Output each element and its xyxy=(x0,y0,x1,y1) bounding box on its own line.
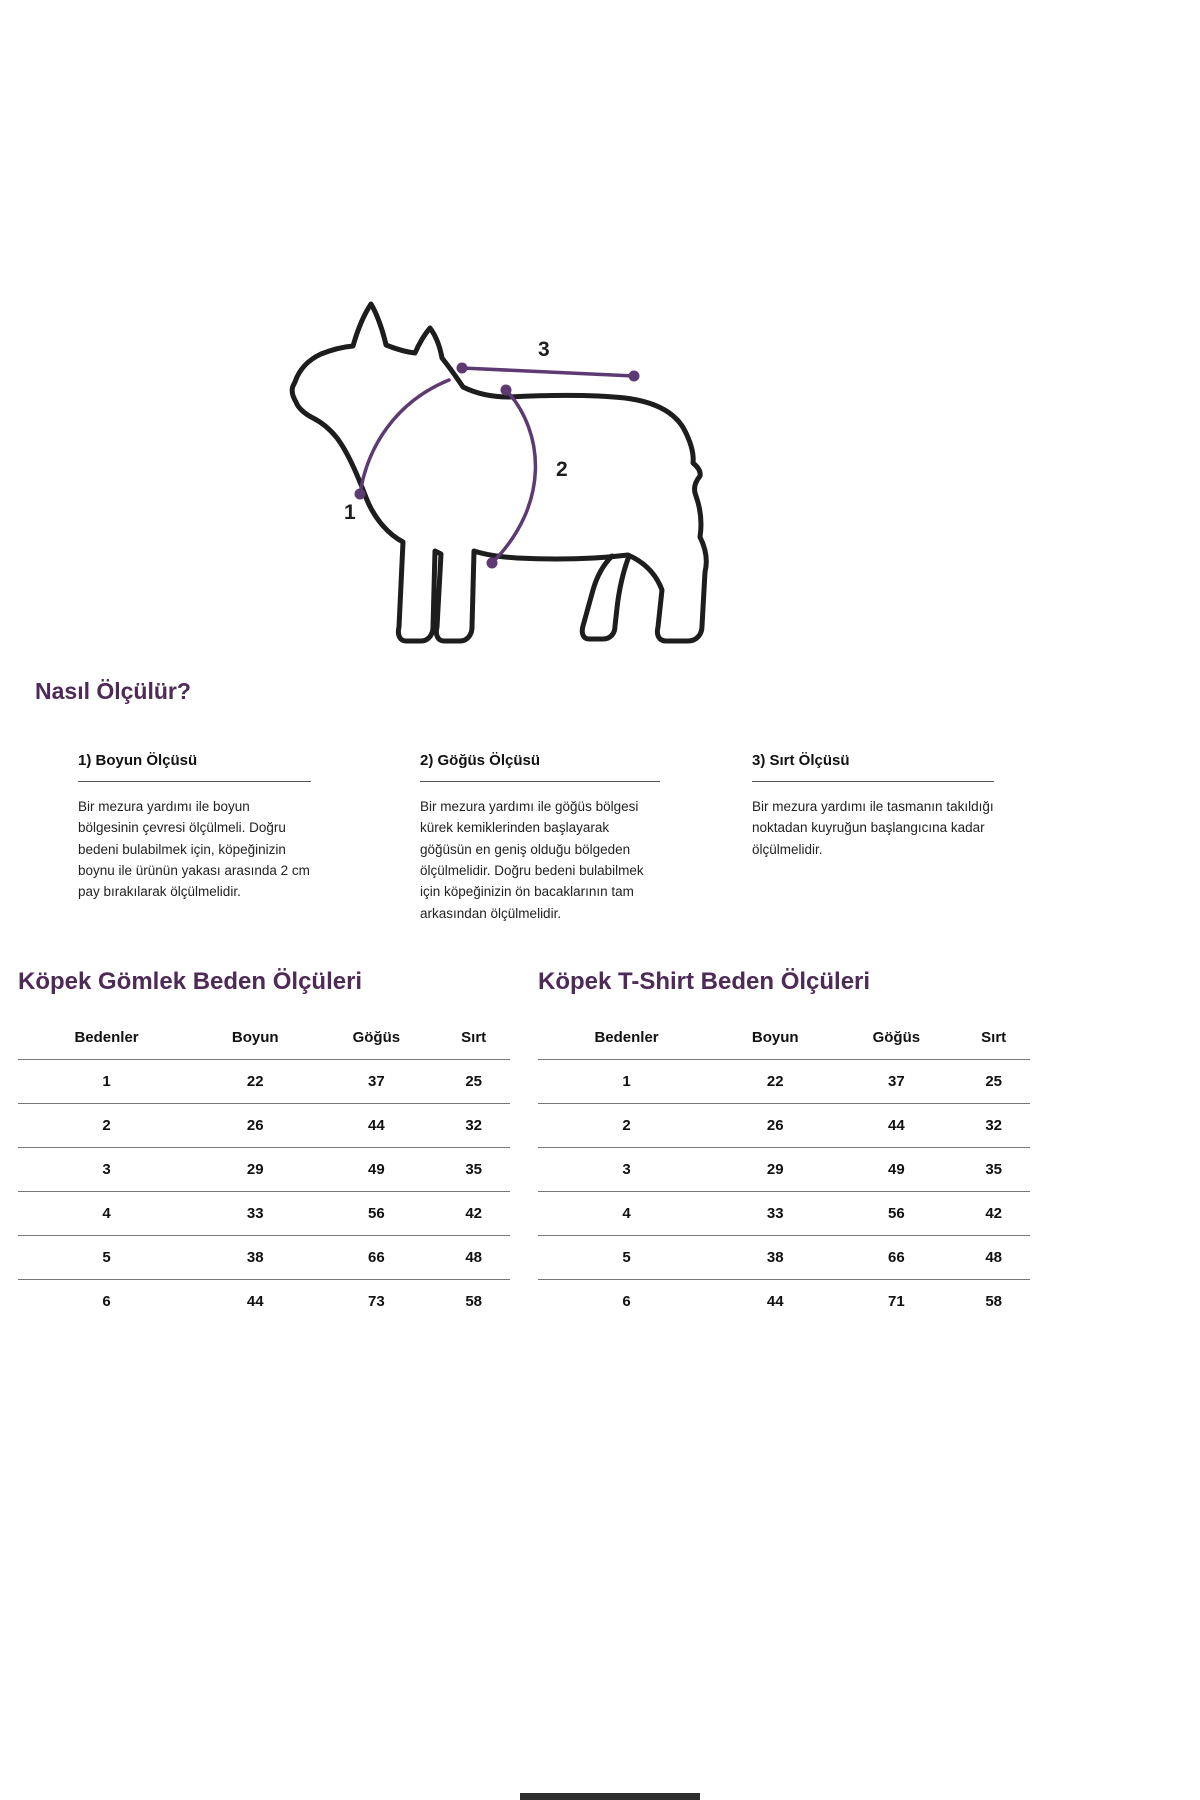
table-cell: 44 xyxy=(246,1293,264,1310)
table-cell: 42 xyxy=(957,1192,1030,1236)
table-row xyxy=(538,1104,1030,1148)
table-cell: 32 xyxy=(957,1104,1030,1148)
table-cell: 56 xyxy=(835,1192,957,1236)
neck-measure-dot xyxy=(355,489,366,500)
table-cell: 73 xyxy=(368,1293,385,1310)
table-cell: 2 xyxy=(538,1104,715,1148)
howto-section-neck-body: Bir mezura yardımı ile boyun bölgesinin çevresi ölçülmeli. Doğru bedeni bulabilmek için, köpeğinizin boynu ile ürünün yakası arasında 2 cm pay bırakılarak ölçülmelidir. xyxy=(78,799,310,900)
table-cell: 44 xyxy=(835,1104,957,1148)
table-cell: 44 xyxy=(315,1104,437,1148)
chest-measure-curve xyxy=(492,390,535,563)
howto-section-back-body: Bir mezura yardımı ile tasmanın takıldığı noktadan kuyruğun başlangıcına kadar ölçülmelidir. xyxy=(752,799,994,857)
table-row xyxy=(18,1148,510,1192)
header-boyun: Boyun xyxy=(195,1016,315,1060)
table-cell: 33 xyxy=(715,1192,835,1236)
marker-label-3: 3 xyxy=(538,338,550,361)
header-sirt: Sırt xyxy=(437,1016,510,1060)
table-row xyxy=(538,1192,1030,1236)
table-row xyxy=(538,1060,1030,1104)
tshirt-size-table xyxy=(538,1016,1030,1323)
table-cell: 37 xyxy=(315,1060,437,1104)
table-cell: 58 xyxy=(985,1293,1003,1310)
table-cell: 44 xyxy=(766,1293,784,1310)
table-header-row xyxy=(18,1016,510,1060)
header-gogus: Göğüs xyxy=(315,1016,437,1060)
table-cell: 26 xyxy=(195,1104,315,1148)
shirt-table-title: Köpek Gömlek Beden Ölçüleri xyxy=(18,968,363,995)
howto-section-neck xyxy=(78,752,311,903)
howto-section-back xyxy=(752,752,994,860)
table-cell: 22 xyxy=(195,1060,315,1104)
table-cell: 1 xyxy=(538,1060,715,1104)
howto-section-back-title: 3) Sırt Ölçüsü xyxy=(752,752,994,782)
table-cell: 1 xyxy=(18,1060,195,1104)
dog-outline xyxy=(292,304,706,641)
howto-section-neck-title: 1) Boyun Ölçüsü xyxy=(78,752,311,782)
tshirt-table-title: Köpek T-Shirt Beden Ölçüleri xyxy=(538,968,871,995)
table-cell: 49 xyxy=(835,1148,957,1192)
shirt-size-table-container xyxy=(18,1016,510,1323)
table-row xyxy=(18,1192,510,1236)
howto-section-chest-title: 2) Göğüs Ölçüsü xyxy=(420,752,660,782)
table-cell: 25 xyxy=(437,1060,510,1104)
how-to-measure-title: Nasıl Ölçülür? xyxy=(35,678,191,704)
chest-measure-dot-bottom xyxy=(487,558,498,569)
dog-measurement-diagram xyxy=(265,290,735,660)
cropped-next-section xyxy=(520,1793,700,1800)
header-sirt: Sırt xyxy=(957,1016,1030,1060)
table-row xyxy=(18,1060,510,1104)
back-measure-dot-left xyxy=(457,363,468,374)
table-cell: 38 xyxy=(715,1236,835,1280)
table-cell: 4 xyxy=(538,1192,715,1236)
table-cell: 48 xyxy=(437,1236,510,1280)
table-cell: 29 xyxy=(195,1148,315,1192)
table-cell: 35 xyxy=(957,1148,1030,1192)
table-cell: 5 xyxy=(18,1236,195,1280)
table-header-row xyxy=(538,1016,1030,1060)
back-measure-line xyxy=(462,368,634,376)
table-cell: 5 xyxy=(538,1236,715,1280)
table-row xyxy=(18,1280,510,1324)
table-cell: 58 xyxy=(465,1293,483,1310)
table-cell: 66 xyxy=(315,1236,437,1280)
table-row xyxy=(538,1280,1030,1324)
tshirt-size-table-container xyxy=(538,1016,1030,1323)
table-cell: 38 xyxy=(195,1236,315,1280)
dog-diagram-svg xyxy=(265,290,735,660)
howto-section-chest xyxy=(420,752,660,924)
table-cell: 3 xyxy=(538,1148,715,1192)
header-bedenler: Bedenler xyxy=(18,1016,195,1060)
table-cell: 32 xyxy=(437,1104,510,1148)
table-cell: 22 xyxy=(715,1060,835,1104)
table-row xyxy=(538,1148,1030,1192)
back-measure-dot-right xyxy=(629,371,640,382)
table-cell: 29 xyxy=(715,1148,835,1192)
table-cell: 49 xyxy=(315,1148,437,1192)
table-cell: 2 xyxy=(18,1104,195,1148)
header-bedenler: Bedenler xyxy=(538,1016,715,1060)
table-cell: 71 xyxy=(888,1293,905,1310)
chest-measure-dot-top xyxy=(501,385,512,396)
table-cell: 37 xyxy=(835,1060,957,1104)
table-cell: 6 xyxy=(102,1293,111,1310)
table-cell: 3 xyxy=(18,1148,195,1192)
table-row xyxy=(18,1236,510,1280)
dog-far-hind-leg xyxy=(582,556,629,639)
marker-label-1: 1 xyxy=(344,501,356,524)
table-cell: 6 xyxy=(622,1293,631,1310)
neck-measure-curve xyxy=(360,380,449,494)
header-gogus: Göğüs xyxy=(835,1016,957,1060)
table-cell: 48 xyxy=(957,1236,1030,1280)
howto-section-chest-body: Bir mezura yardımı ile göğüs bölgesi kürek kemiklerinden başlayarak göğüsün en geniş olduğu bölgeden ölçülmelidir. Doğru bedeni bulabilmek için köpeğinizin ön bacaklarının tam arkasından ölçülmelidir. xyxy=(420,799,644,921)
table-cell: 25 xyxy=(957,1060,1030,1104)
table-cell: 26 xyxy=(715,1104,835,1148)
table-cell: 66 xyxy=(835,1236,957,1280)
header-boyun: Boyun xyxy=(715,1016,835,1060)
table-cell: 42 xyxy=(437,1192,510,1236)
marker-label-2: 2 xyxy=(556,458,568,481)
table-cell: 33 xyxy=(195,1192,315,1236)
table-cell: 56 xyxy=(315,1192,437,1236)
table-cell: 35 xyxy=(437,1148,510,1192)
table-row xyxy=(538,1236,1030,1280)
table-cell: 4 xyxy=(18,1192,195,1236)
shirt-size-table xyxy=(18,1016,510,1323)
table-row xyxy=(18,1104,510,1148)
